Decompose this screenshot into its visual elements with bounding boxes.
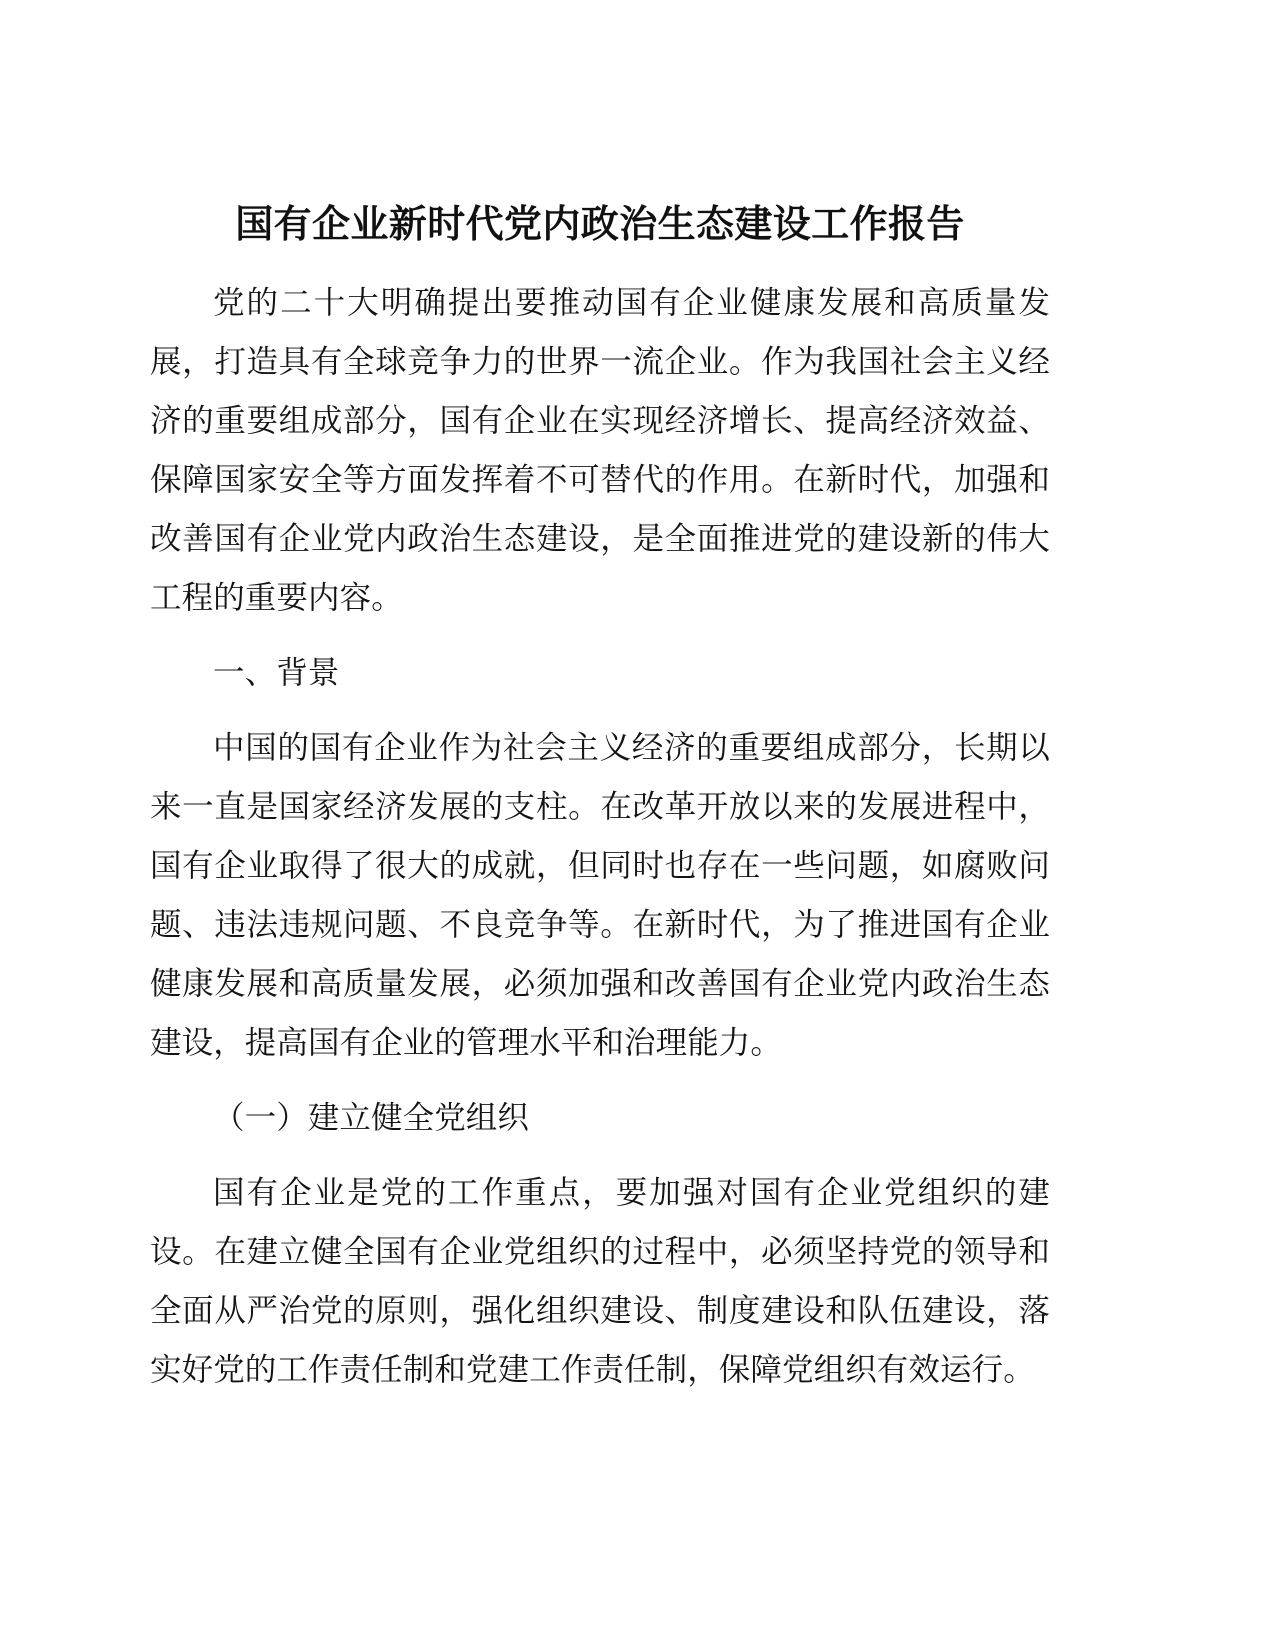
section-spacer-1 xyxy=(150,627,1050,643)
section-heading-1: 一、背景 xyxy=(213,654,340,690)
title-spacer xyxy=(150,260,1050,273)
subsection-heading-1-1: （一）建立健全党组织 xyxy=(213,1099,530,1135)
intro-paragraph: 党的二十大明确提出要推动国有企业健康发展和高质量发展，打造具有全球竞争力的世界一流企业。作为我国社会主义经济的重要组成部分，国有企业在实现经济增长、提高经济效益、保障国家安全等方面发挥着不可替代的作用。在新时代，加强和改善国有企业党内政治生态建设，是全面推进党的建设新的伟大工程的重要内容。 xyxy=(150,284,1050,615)
section-spacer-4 xyxy=(150,1147,1050,1163)
party-organization-paragraph: 国有企业是党的工作重点，要加强对国有企业党组织的建设。在建立健全国有企业党组织的过程中，必须坚持党的领导和全面从严治党的原则，强化组织建设、制度建设和队伍建设，落实好党的工作责任制和党建工作责任制，保障党组织有效运行。 xyxy=(150,1174,1050,1387)
background-paragraph: 中国的国有企业作为社会主义经济的重要组成部分，长期以来一直是国家经济发展的支柱。在改革开放以来的发展进程中，国有企业取得了很大的成就，但同时也存在一些问题，如腐败问题、违法违规问题、不良竞争等。在新时代，为了推进国有企业健康发展和高质量发展，必须加强和改善国有企业党内政治生态建设，提高国有企业的管理水平和治理能力。 xyxy=(150,729,1050,1060)
document-title: 国有企业新时代党内政治生态建设工作报告 xyxy=(235,204,965,246)
section-spacer-3 xyxy=(150,1072,1050,1088)
document-content xyxy=(150,196,1050,1399)
section-spacer-2 xyxy=(150,702,1050,718)
